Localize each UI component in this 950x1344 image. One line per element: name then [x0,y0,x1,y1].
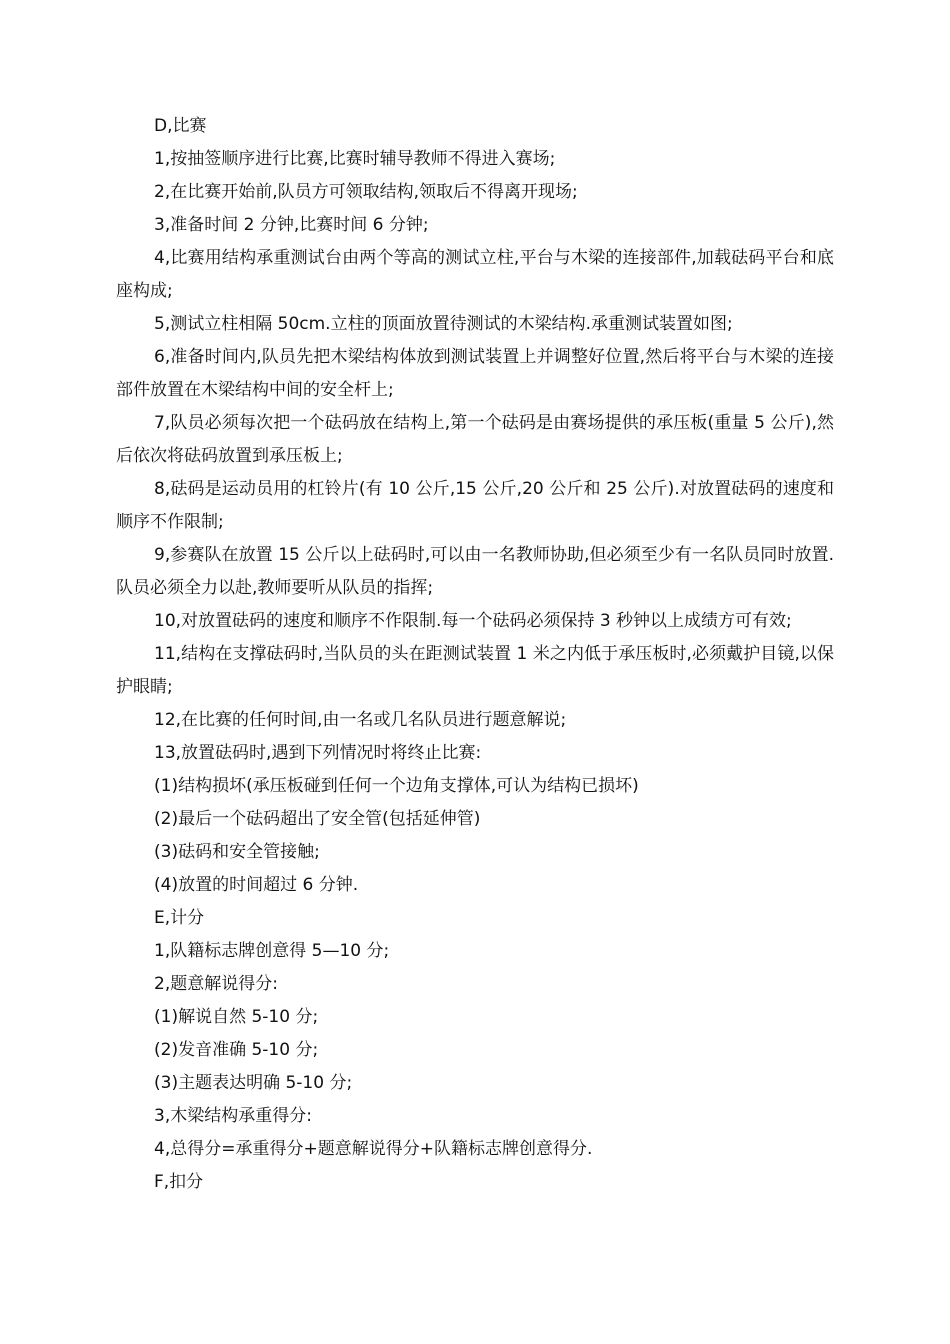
rule-item-8: 8,砝码是运动员用的杠铃片(有 10 公斤,15 公斤,20 公斤和 25 公斤).对放置砝码的速度和顺序不作限制; [116,479,834,532]
section-heading-f: F,扣分 [154,1172,204,1192]
termination-condition-4: (4)放置的时间超过 6 分钟. [154,875,359,895]
rule-item-13: 13,放置砝码时,遇到下列情况时将终止比赛: [154,743,482,763]
termination-condition-1: (1)结构损坏(承压板碰到任何一个边角支撑体,可认为结构已损坏) [154,776,639,796]
rule-item-6: 6,准备时间内,队员先把木梁结构体放到测试装置上并调整好位置,然后将平台与木梁的连接部件放置在木梁结构中间的安全杆上; [116,347,834,400]
rule-item-2: 2,在比赛开始前,队员方可领取结构,领取后不得离开现场; [154,182,578,202]
rule-item-7: 7,队员必须每次把一个砝码放在结构上,第一个砝码是由赛场提供的承压板(重量 5 公斤),然后依次将砝码放置到承压板上; [116,413,834,466]
section-heading-d: D,比赛 [154,116,207,136]
rule-item-5: 5,测试立柱相隔 50cm.立柱的顶面放置待测试的木梁结构.承重测试装置如图; [154,314,733,334]
rule-item-10: 10,对放置砝码的速度和顺序不作限制.每一个砝码必须保持 3 秒钟以上成绩方可有效; [154,611,792,631]
scoring-item-4: 4,总得分=承重得分+题意解说得分+队籍标志牌创意得分. [154,1139,593,1159]
document-page [116,110,834,1199]
rule-item-11: 11,结构在支撑砝码时,当队员的头在距测试装置 1 米之内低于承压板时,必须戴护目镜,以保护眼睛; [116,644,834,697]
scoring-item-3: 3,木梁结构承重得分: [154,1106,312,1126]
termination-condition-3: (3)砝码和安全管接触; [154,842,320,862]
rule-item-4: 4,比赛用结构承重测试台由两个等高的测试立柱,平台与木梁的连接部件,加载砝码平台和底座构成; [116,248,834,301]
scoring-subitem-1: (1)解说自然 5-10 分; [154,1007,319,1027]
scoring-subitem-3: (3)主题表达明确 5-10 分; [154,1073,353,1093]
scoring-item-1: 1,队籍标志牌创意得 5—10 分; [154,941,390,961]
rule-item-12: 12,在比赛的任何时间,由一名或几名队员进行题意解说; [154,710,567,730]
rule-item-1: 1,按抽签顺序进行比赛,比赛时辅导教师不得进入赛场; [154,149,556,169]
termination-condition-2: (2)最后一个砝码超出了安全管(包括延伸管) [154,809,481,829]
rule-item-3: 3,准备时间 2 分钟,比赛时间 6 分钟; [154,215,429,235]
section-heading-e: E,计分 [154,908,205,928]
scoring-subitem-2: (2)发音准确 5-10 分; [154,1040,319,1060]
scoring-item-2: 2,题意解说得分: [154,974,278,994]
rule-item-9: 9,参赛队在放置 15 公斤以上砝码时,可以由一名教师协助,但必须至少有一名队员同时放置.队员必须全力以赴,教师要听从队员的指挥; [116,545,834,598]
